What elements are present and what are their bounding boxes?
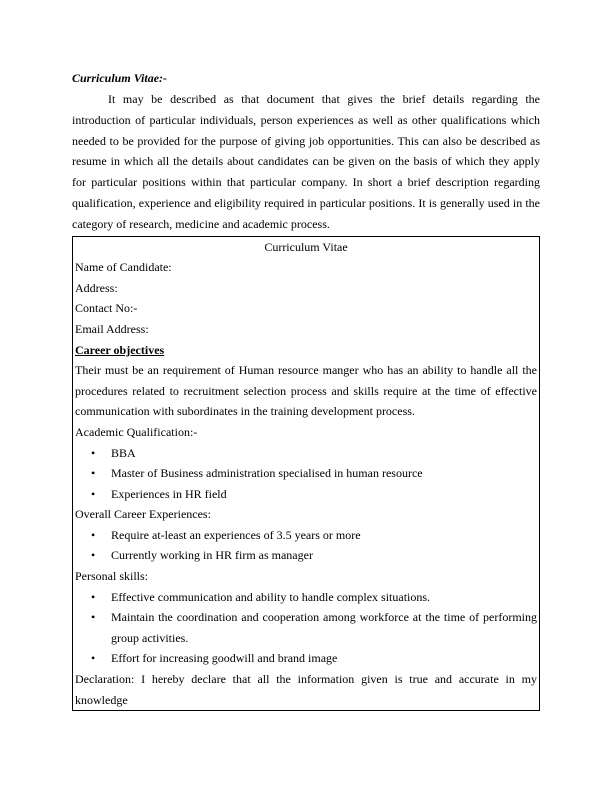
academic-label: Academic Qualification:- (75, 424, 198, 439)
list-item: • BBA (75, 443, 537, 464)
intro-paragraph: It may be described as that document that gives the brief details regarding the introduction of particular individuals, person experiences as well as other qualifications which needed to be provided for the purpose of giving job opportunities. This can also be described as resume in which all the details about candidates can be given on the basis of which they apply for particular positions within that particular company. In short a brief description regarding qualification, experience and eligibility required in particular positions. It is generally used in the category of research, medicine and academic process. (72, 92, 540, 231)
list-item: • Maintain the coordination and cooperation among workforce at the time of performing group activities. (75, 607, 537, 648)
list-item: • Currently working in HR firm as manager (75, 545, 537, 566)
list-item: • Require at-least an experiences of 3.5 years or more (75, 525, 537, 546)
list-item: • Effort for increasing goodwill and brand image (75, 648, 537, 669)
bullet-icon: • (91, 548, 96, 563)
skills-list (75, 587, 537, 669)
bullet-icon: • (91, 610, 96, 625)
bullet-icon: • (91, 589, 96, 604)
email-label: Email Address: (75, 321, 149, 336)
academic-list (75, 443, 537, 505)
declaration-text: Declaration: I hereby declare that all the information given is true and accurate in my knowledge (75, 672, 537, 707)
bullet-icon: • (91, 466, 96, 481)
skills-label: Personal skills: (75, 569, 149, 584)
list-item: • Effective communication and ability to handle complex situations. (75, 587, 537, 608)
experience-label: Overall Career Experiences: (75, 507, 211, 522)
contact-label: Contact No:- (75, 301, 138, 316)
bullet-icon: • (91, 651, 96, 666)
cv-table (72, 236, 540, 712)
cv-title: Curriculum Vitae (264, 239, 348, 254)
section-heading: Curriculum Vitae:- (72, 71, 168, 85)
address-label: Address: (75, 280, 118, 295)
bullet-icon: • (91, 486, 96, 501)
list-item: • Experiences in HR field (75, 484, 537, 505)
experience-list (75, 525, 537, 566)
document-page (72, 68, 540, 711)
career-objectives-heading: Career objectives (75, 342, 165, 357)
list-item: • Master of Business administration specialised in human resource (75, 463, 537, 484)
name-label: Name of Candidate: (75, 260, 172, 275)
bullet-icon: • (91, 527, 96, 542)
bullet-icon: • (91, 445, 96, 460)
career-objectives-text: Their must be an requirement of Human resource manger who has an ability to handle all the procedures related to recruitment selection process and skills require at the time of effective communication with subordinates in the training development process. (75, 363, 537, 419)
